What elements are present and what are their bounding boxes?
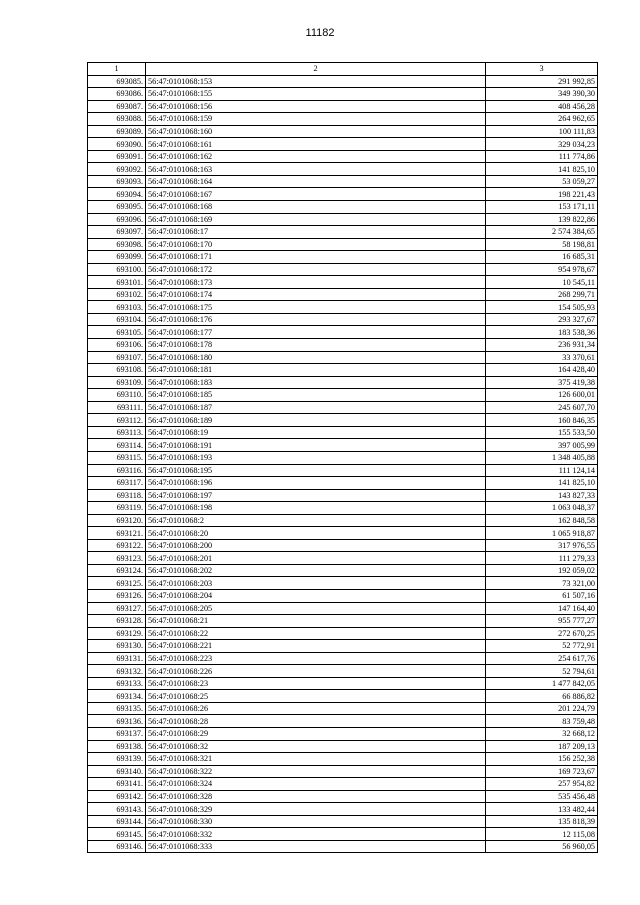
row-number: 693137. (88, 727, 146, 740)
cadastral-number: 56:47:0101068:181 (146, 364, 486, 377)
cadastral-value: 1 348 405,88 (486, 451, 598, 464)
cadastral-number: 56:47:0101068:176 (146, 313, 486, 326)
row-number: 693141. (88, 778, 146, 791)
cadastral-number: 56:47:0101068:156 (146, 100, 486, 113)
table-row (88, 439, 598, 452)
table-row (88, 589, 598, 602)
cadastral-value: 111 774,86 (486, 150, 598, 163)
table-row (88, 828, 598, 841)
table-row (88, 552, 598, 565)
table-row (88, 652, 598, 665)
cadastral-value: 100 111,83 (486, 125, 598, 138)
cadastral-number: 56:47:0101068:170 (146, 238, 486, 251)
page-number: 11182 (305, 27, 335, 39)
cadastral-number: 56:47:0101068:164 (146, 175, 486, 188)
cadastral-value: 162 848,58 (486, 514, 598, 527)
table-row (88, 226, 598, 239)
cadastral-number: 56:47:0101068:328 (146, 790, 486, 803)
cadastral-value: 257 954,82 (486, 778, 598, 791)
row-number: 693146. (88, 840, 146, 853)
table-row (88, 301, 598, 314)
cadastral-number: 56:47:0101068:172 (146, 263, 486, 276)
row-number: 693098. (88, 238, 146, 251)
cadastral-value: 61 507,16 (486, 589, 598, 602)
table-row (88, 577, 598, 590)
header-col-3: 3 (486, 63, 598, 76)
table-row (88, 414, 598, 427)
cadastral-number: 56:47:0101068:160 (146, 125, 486, 138)
row-number: 693116. (88, 464, 146, 477)
cadastral-value: 156 252,38 (486, 753, 598, 766)
row-number: 693090. (88, 138, 146, 151)
table-row (88, 138, 598, 151)
cadastral-value: 349 390,30 (486, 88, 598, 101)
cadastral-value: 154 505,93 (486, 301, 598, 314)
cadastral-value: 236 931,34 (486, 339, 598, 352)
row-number: 693140. (88, 765, 146, 778)
cadastral-value: 291 992,85 (486, 75, 598, 88)
cadastral-number: 56:47:0101068:17 (146, 226, 486, 239)
cadastral-value: 187 209,13 (486, 740, 598, 753)
row-number: 693126. (88, 589, 146, 602)
row-number: 693118. (88, 489, 146, 502)
row-number: 693134. (88, 690, 146, 703)
cadastral-value: 58 198,81 (486, 238, 598, 251)
table-row (88, 88, 598, 101)
row-number: 693099. (88, 251, 146, 264)
cadastral-value: 169 723,67 (486, 765, 598, 778)
row-number: 693120. (88, 514, 146, 527)
cadastral-number: 56:47:0101068:163 (146, 163, 486, 176)
row-number: 693145. (88, 828, 146, 841)
row-number: 693102. (88, 288, 146, 301)
table-row (88, 150, 598, 163)
cadastral-number: 56:47:0101068:161 (146, 138, 486, 151)
row-number: 693112. (88, 414, 146, 427)
table-row (88, 702, 598, 715)
table-row (88, 765, 598, 778)
row-number: 693091. (88, 150, 146, 163)
cadastral-number: 56:47:0101068:204 (146, 589, 486, 602)
cadastral-number: 56:47:0101068:155 (146, 88, 486, 101)
table-row (88, 351, 598, 364)
row-number: 693085. (88, 75, 146, 88)
row-number: 693142. (88, 790, 146, 803)
table-row (88, 401, 598, 414)
cadastral-value: 329 034,23 (486, 138, 598, 151)
cadastral-number: 56:47:0101068:191 (146, 439, 486, 452)
cadastral-number: 56:47:0101068:20 (146, 527, 486, 540)
table-row (88, 727, 598, 740)
row-number: 693109. (88, 376, 146, 389)
row-number: 693106. (88, 339, 146, 352)
cadastral-number: 56:47:0101068:196 (146, 477, 486, 490)
table-row (88, 251, 598, 264)
table-row (88, 313, 598, 326)
table-row (88, 527, 598, 540)
table-row (88, 364, 598, 377)
cadastral-value: 12 115,08 (486, 828, 598, 841)
table-header-row (88, 63, 598, 76)
cadastral-number: 56:47:0101068:226 (146, 665, 486, 678)
cadastral-number: 56:47:0101068:205 (146, 602, 486, 615)
row-number: 693110. (88, 389, 146, 402)
cadastral-value: 293 327,67 (486, 313, 598, 326)
cadastral-number: 56:47:0101068:195 (146, 464, 486, 477)
cadastral-value: 183 538,36 (486, 326, 598, 339)
cadastral-number: 56:47:0101068:175 (146, 301, 486, 314)
row-number: 693111. (88, 401, 146, 414)
cadastral-value: 153 171,11 (486, 201, 598, 214)
table-row (88, 840, 598, 853)
cadastral-value: 111 279,33 (486, 552, 598, 565)
cadastral-value: 1 477 842,05 (486, 677, 598, 690)
cadastral-number: 56:47:0101068:201 (146, 552, 486, 565)
table-row (88, 489, 598, 502)
cadastral-number: 56:47:0101068:169 (146, 213, 486, 226)
table-row (88, 113, 598, 126)
cadastral-value: 1 063 048,37 (486, 502, 598, 515)
cadastral-value: 111 124,14 (486, 464, 598, 477)
table-row (88, 100, 598, 113)
cadastral-value: 268 299,71 (486, 288, 598, 301)
cadastral-value: 139 822,86 (486, 213, 598, 226)
cadastral-value: 272 670,25 (486, 627, 598, 640)
row-number: 693133. (88, 677, 146, 690)
row-number: 693135. (88, 702, 146, 715)
cadastral-number: 56:47:0101068:333 (146, 840, 486, 853)
cadastral-value: 32 668,12 (486, 727, 598, 740)
cadastral-number: 56:47:0101068:321 (146, 753, 486, 766)
cadastral-value-table (87, 62, 598, 853)
table-row (88, 602, 598, 615)
table-row (88, 263, 598, 276)
cadastral-value: 126 600,01 (486, 389, 598, 402)
row-number: 693097. (88, 226, 146, 239)
header-col-2: 2 (146, 63, 486, 76)
cadastral-number: 56:47:0101068:167 (146, 188, 486, 201)
cadastral-number: 56:47:0101068:197 (146, 489, 486, 502)
cadastral-number: 56:47:0101068:322 (146, 765, 486, 778)
cadastral-number: 56:47:0101068:183 (146, 376, 486, 389)
cadastral-number: 56:47:0101068:180 (146, 351, 486, 364)
cadastral-value: 955 777,27 (486, 615, 598, 628)
row-number: 693115. (88, 451, 146, 464)
table-row (88, 288, 598, 301)
row-number: 693113. (88, 426, 146, 439)
row-number: 693128. (88, 615, 146, 628)
table-row (88, 778, 598, 791)
cadastral-number: 56:47:0101068:187 (146, 401, 486, 414)
row-number: 693105. (88, 326, 146, 339)
row-number: 693144. (88, 815, 146, 828)
cadastral-number: 56:47:0101068:168 (146, 201, 486, 214)
cadastral-number: 56:47:0101068:22 (146, 627, 486, 640)
cadastral-number: 56:47:0101068:171 (146, 251, 486, 264)
table-row (88, 690, 598, 703)
row-number: 693136. (88, 715, 146, 728)
cadastral-number: 56:47:0101068:29 (146, 727, 486, 740)
cadastral-number: 56:47:0101068:174 (146, 288, 486, 301)
table-row (88, 201, 598, 214)
table-row (88, 326, 598, 339)
cadastral-number: 56:47:0101068:26 (146, 702, 486, 715)
cadastral-value: 192 059,02 (486, 564, 598, 577)
table-row (88, 175, 598, 188)
row-number: 693107. (88, 351, 146, 364)
row-number: 693121. (88, 527, 146, 540)
cadastral-value: 73 321,00 (486, 577, 598, 590)
cadastral-value: 254 617,76 (486, 652, 598, 665)
cadastral-value: 160 846,35 (486, 414, 598, 427)
cadastral-value: 317 976,55 (486, 539, 598, 552)
row-number: 693089. (88, 125, 146, 138)
table-row (88, 426, 598, 439)
cadastral-value: 141 825,10 (486, 477, 598, 490)
cadastral-value: 133 482,44 (486, 803, 598, 816)
table-row (88, 125, 598, 138)
table-row (88, 803, 598, 816)
row-number: 693094. (88, 188, 146, 201)
row-number: 693096. (88, 213, 146, 226)
table-row (88, 238, 598, 251)
cadastral-number: 56:47:0101068:223 (146, 652, 486, 665)
cadastral-number: 56:47:0101068:185 (146, 389, 486, 402)
cadastral-value: 52 772,91 (486, 640, 598, 653)
table-row (88, 627, 598, 640)
cadastral-value: 408 456,28 (486, 100, 598, 113)
cadastral-number: 56:47:0101068:329 (146, 803, 486, 816)
table-row (88, 677, 598, 690)
cadastral-value: 2 574 384,65 (486, 226, 598, 239)
table-row (88, 502, 598, 515)
row-number: 693092. (88, 163, 146, 176)
cadastral-number: 56:47:0101068:162 (146, 150, 486, 163)
table-row (88, 451, 598, 464)
cadastral-value: 66 886,82 (486, 690, 598, 703)
row-number: 693122. (88, 539, 146, 552)
cadastral-value: 33 370,61 (486, 351, 598, 364)
table-row (88, 376, 598, 389)
row-number: 693124. (88, 564, 146, 577)
row-number: 693088. (88, 113, 146, 126)
table-row (88, 213, 598, 226)
cadastral-value: 52 794,61 (486, 665, 598, 678)
cadastral-number: 56:47:0101068:153 (146, 75, 486, 88)
cadastral-value: 954 978,67 (486, 263, 598, 276)
cadastral-number: 56:47:0101068:198 (146, 502, 486, 515)
cadastral-number: 56:47:0101068:203 (146, 577, 486, 590)
cadastral-value: 264 962,65 (486, 113, 598, 126)
row-number: 693117. (88, 477, 146, 490)
row-number: 693101. (88, 276, 146, 289)
table-row (88, 640, 598, 653)
cadastral-value: 53 059,27 (486, 175, 598, 188)
row-number: 693132. (88, 665, 146, 678)
table-row (88, 615, 598, 628)
cadastral-value: 535 456,48 (486, 790, 598, 803)
cadastral-value: 397 005,99 (486, 439, 598, 452)
table-row (88, 464, 598, 477)
row-number: 693095. (88, 201, 146, 214)
row-number: 693138. (88, 740, 146, 753)
table-row (88, 815, 598, 828)
cadastral-number: 56:47:0101068:332 (146, 828, 486, 841)
row-number: 693143. (88, 803, 146, 816)
cadastral-number: 56:47:0101068:21 (146, 615, 486, 628)
table-row (88, 740, 598, 753)
cadastral-value: 10 545,11 (486, 276, 598, 289)
table-body (88, 63, 598, 853)
table-row (88, 477, 598, 490)
cadastral-number: 56:47:0101068:202 (146, 564, 486, 577)
row-number: 693093. (88, 175, 146, 188)
row-number: 693104. (88, 313, 146, 326)
row-number: 693103. (88, 301, 146, 314)
table-row (88, 389, 598, 402)
cadastral-value: 143 827,33 (486, 489, 598, 502)
cadastral-value: 164 428,40 (486, 364, 598, 377)
cadastral-number: 56:47:0101068:173 (146, 276, 486, 289)
row-number: 693086. (88, 88, 146, 101)
cadastral-value: 141 825,10 (486, 163, 598, 176)
row-number: 693119. (88, 502, 146, 515)
cadastral-number: 56:47:0101068:23 (146, 677, 486, 690)
cadastral-number: 56:47:0101068:177 (146, 326, 486, 339)
cadastral-value: 375 419,38 (486, 376, 598, 389)
cadastral-value: 245 607,70 (486, 401, 598, 414)
table-row (88, 339, 598, 352)
table-row (88, 790, 598, 803)
row-number: 693108. (88, 364, 146, 377)
header-col-1: 1 (88, 63, 146, 76)
cadastral-value: 1 065 918,87 (486, 527, 598, 540)
row-number: 693130. (88, 640, 146, 653)
cadastral-number: 56:47:0101068:330 (146, 815, 486, 828)
cadastral-number: 56:47:0101068:189 (146, 414, 486, 427)
table-row (88, 163, 598, 176)
cadastral-number: 56:47:0101068:19 (146, 426, 486, 439)
table-row (88, 665, 598, 678)
row-number: 693129. (88, 627, 146, 640)
cadastral-value: 155 533,50 (486, 426, 598, 439)
row-number: 693127. (88, 602, 146, 615)
cadastral-number: 56:47:0101068:200 (146, 539, 486, 552)
table-row (88, 753, 598, 766)
cadastral-value: 16 685,31 (486, 251, 598, 264)
cadastral-value: 201 224,79 (486, 702, 598, 715)
table-row (88, 539, 598, 552)
cadastral-number: 56:47:0101068:2 (146, 514, 486, 527)
row-number: 693139. (88, 753, 146, 766)
cadastral-number: 56:47:0101068:28 (146, 715, 486, 728)
cadastral-number: 56:47:0101068:193 (146, 451, 486, 464)
row-number: 693100. (88, 263, 146, 276)
row-number: 693131. (88, 652, 146, 665)
cadastral-number: 56:47:0101068:25 (146, 690, 486, 703)
cadastral-number: 56:47:0101068:178 (146, 339, 486, 352)
cadastral-value: 83 759,48 (486, 715, 598, 728)
row-number: 693125. (88, 577, 146, 590)
cadastral-number: 56:47:0101068:159 (146, 113, 486, 126)
cadastral-value: 56 960,05 (486, 840, 598, 853)
row-number: 693114. (88, 439, 146, 452)
table-row (88, 75, 598, 88)
cadastral-number: 56:47:0101068:32 (146, 740, 486, 753)
table-row (88, 276, 598, 289)
table-row (88, 564, 598, 577)
cadastral-number: 56:47:0101068:221 (146, 640, 486, 653)
cadastral-value: 135 818,39 (486, 815, 598, 828)
table-row (88, 715, 598, 728)
cadastral-value: 198 221,43 (486, 188, 598, 201)
table-row (88, 188, 598, 201)
row-number: 693123. (88, 552, 146, 565)
table-row (88, 514, 598, 527)
cadastral-value: 147 164,40 (486, 602, 598, 615)
cadastral-number: 56:47:0101068:324 (146, 778, 486, 791)
row-number: 693087. (88, 100, 146, 113)
